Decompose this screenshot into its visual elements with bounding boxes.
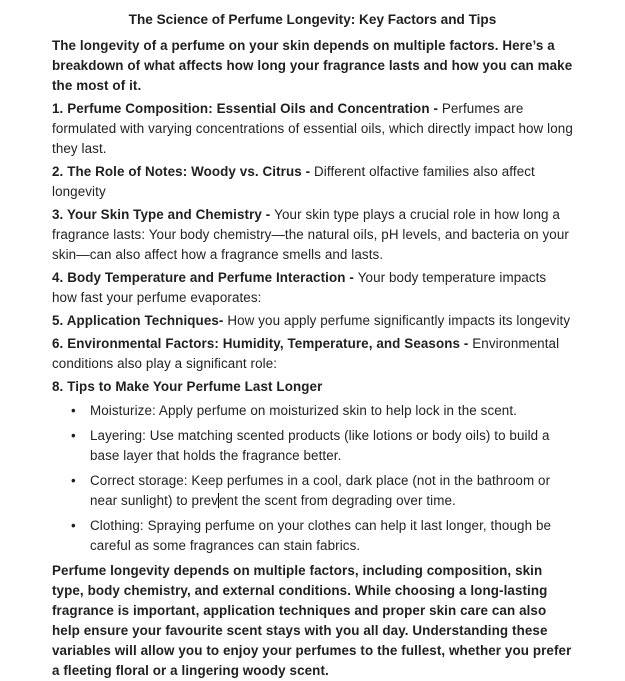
list-item-clothing [90,516,573,556]
section-heading-6: 6. Environmental Factors: Humidity, Temperature, and Seasons - [52,336,473,351]
section-heading-1: 1. Perfume Composition: Essential Oils and Concentration - [52,101,442,116]
list-item-correct-storage [90,471,573,511]
section-heading-3: 3. Your Skin Type and Chemistry - [52,207,275,222]
section-text-6: Environmental conditions also play a significant role: [52,336,560,371]
section-text-2: Different olfactive families also affect longevity [52,164,535,199]
section-text-3: Your skin type plays a crucial role in how long a fragrance lasts: Your body chemistry—the natural oils, pH levels, and bacteria on your skin—can also affect how a fragrance smells and lasts. [52,207,569,262]
section-text-4: Your body temperature impacts how fast your perfume evaporates: [52,270,547,305]
tips-heading: 8. Tips to Make Your Perfume Last Longer [52,379,323,394]
tip-text: Moisturize: Apply perfume on moisturized skin to help lock in the scent. [90,403,517,418]
section-heading-5: 5. Application Techniques- [52,313,228,328]
intro-paragraph: The longevity of a perfume on your skin depends on multiple factors. Here’s a breakdown of what affects how long your fragrance lasts and how you can make the most of it. [52,38,573,93]
section-paragraph-1 [52,99,573,159]
section-paragraph-6 [52,334,573,374]
tip-text-before-caret: Correct storage: Keep perfumes in a cool, dark place (not in the bathroom or near sunlight) to prev [90,473,551,508]
document-title: The Science of Perfume Longevity: Key Factors and Tips [128,12,497,27]
tip-text-after-caret: ent the scent from degrading over time. [219,493,456,508]
section-text-5: How you apply perfume significantly impacts its longevity [227,313,571,328]
tip-text: Layering: Use matching scented products (like lotions or body oils) to build a base layer that holds the fragrance better. [90,428,550,463]
section-heading-4: 4. Body Temperature and Perfume Interaction - [52,270,358,285]
section-paragraph-3 [52,205,573,265]
list-item-layering [90,426,573,466]
section-paragraph-2 [52,162,573,202]
section-paragraph-5 [52,311,573,331]
closing-paragraph: Perfume longevity depends on multiple factors, including composition, skin type, body chemistry, and external conditions. While choosing a long-lasting fragrance is important, application techniques and proper skin care can also help ensure your favourite scent stays with you all day. Understanding these variables will allow you to enjoy your perfumes to the fullest, whether you prefer a fleeting floral or a lingering woody scent. [52,563,572,678]
tip-text: Clothing: Spraying perfume on your clothes can help it last longer, though be careful as some fragrances can stain fabrics. [90,518,552,553]
section-paragraph-4 [52,268,573,308]
section-heading-2: 2. The Role of Notes: Woody vs. Citrus - [52,164,315,179]
list-item-moisturize [90,401,573,421]
section-text-1: Perfumes are formulated with varying concentrations of essential oils, which directly impact how long they last. [52,101,573,156]
tips-list [52,401,573,556]
